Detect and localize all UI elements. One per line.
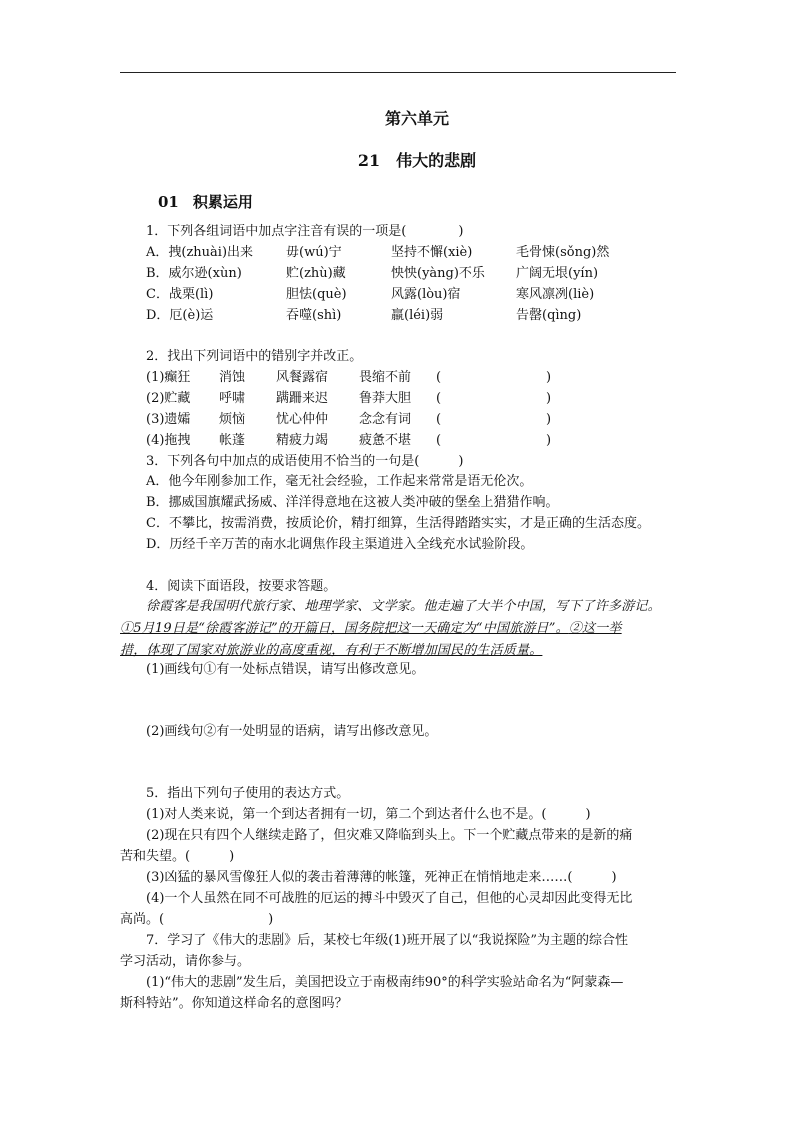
q1-d-4: 告罄(qìng): [516, 308, 582, 323]
q2-r1-w3: 风餐露宿: [276, 370, 329, 385]
q1-c-1: C．战栗(lì): [146, 287, 214, 302]
unit-title: 第六单元: [384, 109, 449, 128]
q3-option-b: B．挪威国旗耀武扬威、洋洋得意地在这被人类冲破的堡垒上猎猎作响。: [146, 495, 559, 510]
q1-stem: 1．下列各组词语中加点字注音有误的一项是( ): [146, 224, 464, 239]
q1-a-3: 坚持不懈(xiè): [391, 245, 473, 260]
q1-b-1: B．威尔逊(xùn): [146, 266, 242, 281]
q2-r3-w1: (3)遗孀: [146, 412, 191, 427]
q4-underline-2-start: ②这一举: [568, 621, 622, 636]
q2-stem: 2．找出下列词语中的错别字并改正。: [146, 349, 363, 364]
q5-s3: (3)凶猛的暴风雪像狂人似的袭击着薄薄的帐篷，死神正在悄悄地走来……( ): [146, 870, 617, 885]
top-rule: [120, 72, 676, 73]
q2-r1-w4: 畏缩不前: [359, 370, 412, 385]
q1-d-2: 吞噬(shì): [286, 308, 342, 323]
q1-a-2: 毋(wú)宁: [286, 245, 342, 260]
lesson-name: 伟大的悲剧: [396, 151, 477, 170]
q3-option-a: A．他今年刚参加工作，毫无社会经验，工作起来常常是语无伦次。: [146, 474, 533, 489]
q1-a-1: A．拽(zhuài)出来: [146, 245, 254, 260]
q1-b-3: 怏怏(yàng)不乐: [391, 266, 485, 281]
q2-r1-w2: 消蚀: [219, 370, 246, 385]
q7-line1: 7．学习了《伟大的悲剧》后，某校七年级(1)班开展了以“我说探险”为主题的综合性: [146, 933, 628, 948]
q2-r2-w3: 蹒跚来迟: [276, 391, 329, 406]
q1-c-4: 寒风凛冽(liè): [516, 287, 595, 302]
q2-r3-w3: 忧心仲仲: [276, 412, 329, 427]
q7-s1-line1: (1)“伟大的悲剧”发生后，美国把设立于南极南纬90°的科学实验站命名为“阿蒙森—: [146, 975, 624, 990]
q2-r2-open: (: [436, 391, 442, 406]
q2-r3-w4: 念念有词: [359, 412, 412, 427]
q4-passage-line1: 徐霞客是我国明代旅行家、地理学家、文学家。他走遍了大半个中国，写下了许多游记。: [146, 599, 661, 614]
q4-underline-1: ①5月19日是“徐霞客游记”的开篇日，国务院把这一天确定为“中国旅游日”。: [120, 621, 569, 636]
q2-r1-w1: (1)癫狂: [146, 370, 191, 385]
q7-line2: 学习活动，请你参与。: [120, 954, 251, 969]
section-number: 01: [158, 193, 179, 211]
q4-passage-line3: [120, 640, 678, 662]
q3-option-c: C．不攀比，按需消费，按质论价，精打细算，生活得踏踏实实，才是正确的生活态度。: [146, 516, 650, 531]
q5-stem: 5．指出下列句子使用的表达方式。: [146, 786, 350, 801]
section-title: 积累运用: [192, 193, 253, 211]
q2-r2-w1: (2)贮藏: [146, 391, 191, 406]
q1-d-1: D．厄(è)运: [146, 308, 214, 323]
q5-s4-line1: (4)一个人虽然在同不可战胜的厄运的搏斗中毁灭了自己，但他的心灵却因此变得无比: [146, 891, 633, 906]
q2-r4-w4: 疲惫不堪: [359, 433, 412, 448]
q1-a-4: 毛骨悚(sǒng)然: [516, 245, 610, 260]
q2-r2-w2: 呼啸: [219, 391, 246, 406]
q5-s4-line2: 高尚。( ): [120, 912, 274, 927]
q2-r1-open: (: [436, 370, 442, 385]
lesson-title: [0, 148, 794, 171]
q7-s1-line2: 斯科特站”。你知道这样命名的意图吗？: [120, 996, 348, 1011]
q2-r4-w2: 帐蓬: [219, 433, 246, 448]
q3-option-d: D．历经千辛万苦的南水北调焦作段主渠道进入全线充水试验阶段。: [146, 537, 534, 552]
lesson-number: 21: [357, 151, 381, 170]
q3-stem: 3．下列各句中加点的成语使用不恰当的一句是( ): [146, 454, 464, 469]
q2-r4-w3: 精疲力竭: [276, 433, 329, 448]
section-heading: [158, 191, 253, 212]
q2-r2-w4: 鲁莽大胆: [359, 391, 412, 406]
q1-c-3: 风露(lòu)宿: [391, 287, 461, 302]
q1-b-4: 广阔无垠(yín): [516, 266, 599, 281]
q4-stem: 4．阅读下面语段，按要求答题。: [146, 579, 337, 594]
q1-d-3: 羸(léi)弱: [391, 308, 444, 323]
q4-underline-2-end: 措，体现了国家对旅游业的高度重视，有利于不断增加国民的生活质量。: [120, 643, 543, 658]
q2-r1-close: ): [546, 370, 552, 385]
q5-s2-line1: (2)现在只有四个人继续走路了，但灾难又降临到头上。下一个贮藏点带来的是新的痛: [146, 828, 633, 843]
q4-passage-line2: [120, 618, 678, 640]
q2-r4-close: ): [546, 433, 552, 448]
q2-r3-close: ): [546, 412, 552, 427]
q4-sub2: (2)画线句②有一处明显的语病，请写出修改意见。: [146, 724, 438, 739]
q2-r3-w2: 烦恼: [219, 412, 246, 427]
q2-r3-open: (: [436, 412, 442, 427]
q2-r2-close: ): [546, 391, 552, 406]
q1-b-2: 贮(zhù)藏: [286, 266, 346, 281]
q5-s2-line2: 苦和失望。( ): [120, 849, 235, 864]
q1-c-2: 胆怯(què): [286, 287, 347, 302]
q2-r4-w1: (4)拖拽: [146, 433, 191, 448]
q4-sub1: (1)画线句①有一处标点错误，请写出修改意见。: [146, 662, 425, 677]
q2-r4-open: (: [436, 433, 442, 448]
q5-s1: (1)对人类来说，第一个到达者拥有一切，第二个到达者什么也不是。( ): [146, 807, 591, 822]
